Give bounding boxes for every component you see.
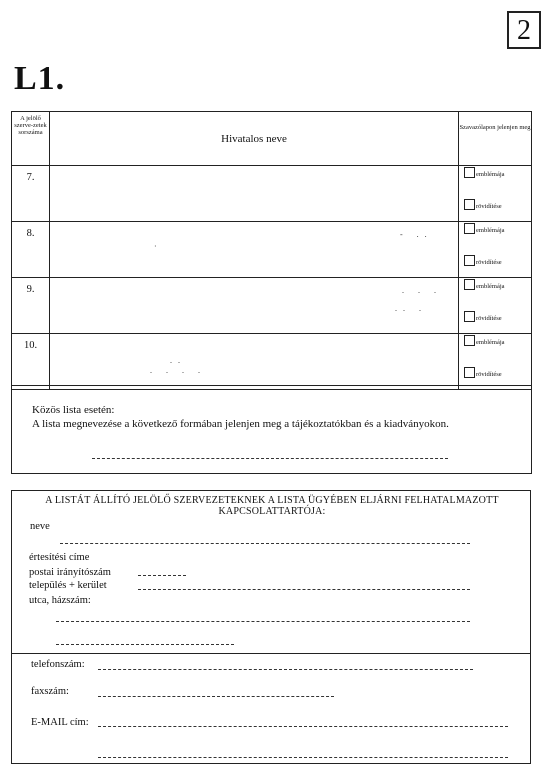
abbrev-checkbox[interactable] [464,311,502,322]
emblem-checkbox[interactable] [464,279,505,290]
street-line-2[interactable] [56,644,234,645]
name-line[interactable] [60,543,470,544]
abbrev-checkbox[interactable] [464,255,502,266]
scan-specks: - .. [400,230,433,239]
page-number: 2 [517,15,531,46]
display-option-cell [459,278,532,334]
page-number-box [507,11,541,49]
joint-list-instruction: A lista megnevezése a következő formában jelenjen meg a tájékoztatókban és a kiadványokon. [32,418,449,430]
fax-label: faxszám: [31,686,69,697]
row-number: 10. [12,334,50,390]
table-row [12,278,532,334]
scan-specks: .. [170,356,186,365]
emblem-checkbox[interactable] [464,223,505,234]
joint-list-name-line[interactable] [92,458,448,459]
checkbox-square[interactable] [464,199,475,210]
abbrev-label: rövidítése [476,259,502,266]
postal-code-label: postai irányítószám [29,567,111,578]
display-option-cell [459,166,532,222]
emblem-label: emblémája [476,339,505,346]
party-name-cell[interactable] [50,278,459,334]
emblem-checkbox[interactable] [464,335,505,346]
display-option-cell [459,222,532,278]
party-name-cell[interactable] [50,334,459,390]
emblem-label: emblémája [476,283,505,290]
name-label: neve [30,521,50,532]
scan-specks: · [154,242,163,251]
scan-specks: . . . [402,286,442,295]
table-row [12,166,532,222]
emblem-label: emblémája [476,227,505,234]
street-line[interactable] [56,621,470,622]
fax-line[interactable] [98,696,334,697]
checkbox-square[interactable] [464,223,475,234]
joint-list-heading: Közös lista esetén: [32,404,115,416]
checkbox-square[interactable] [464,279,475,290]
contact-section-title: A LISTÁT ÁLLÍTÓ JELÖLŐ SZERVEZETEKNEK A LISTA ÜGYÉBEN ELJÁRNI FELHATALMAZOTT KAPCSOLATTARTÓJA: [45,495,499,517]
abbrev-label: rövidítése [476,371,502,378]
checkbox-square[interactable] [464,367,475,378]
abbrev-label: rövidítése [476,203,502,210]
email-line[interactable] [98,726,508,727]
email-line-2[interactable] [98,757,508,758]
contact-box [11,490,531,764]
col-emblem-header: Szavazólapon jelenjen meg [459,112,532,166]
checkbox-square[interactable] [464,255,475,266]
checkbox-square[interactable] [464,311,475,322]
abbrev-label: rövidítése [476,315,502,322]
city-line[interactable] [138,589,470,590]
street-label: utca, házszám: [29,595,91,606]
joint-list-box [11,385,532,474]
party-name-cell[interactable] [50,222,459,278]
col-number-header: A jelölő szerve-zetek sorszáma [12,112,50,166]
parties-table [11,111,532,390]
row-number: 9. [12,278,50,334]
notification-address-label: értesítési címe [29,552,90,563]
city-label: település + kerület [29,580,107,591]
form-code: L1. [14,60,66,97]
col-name-header: Hivatalos neve [50,112,459,166]
postal-code-line[interactable] [138,575,186,576]
emblem-checkbox[interactable] [464,167,505,178]
abbrev-checkbox[interactable] [464,199,502,210]
scan-specks: . . . . [150,366,206,375]
row-number: 8. [12,222,50,278]
abbrev-checkbox[interactable] [464,367,502,378]
parties-table-header [12,112,532,166]
checkbox-square[interactable] [464,167,475,178]
row-number: 7. [12,166,50,222]
party-name-cell[interactable] [50,166,459,222]
email-label: E-MAIL cím: [31,717,89,728]
display-option-cell [459,334,532,390]
scan-specks: .. . [395,304,427,313]
table-row [12,334,532,390]
section-divider [12,653,530,654]
emblem-label: emblémája [476,171,505,178]
phone-label: telefonszám: [31,659,85,670]
checkbox-square[interactable] [464,335,475,346]
table-row [12,222,532,278]
phone-line[interactable] [98,669,473,670]
